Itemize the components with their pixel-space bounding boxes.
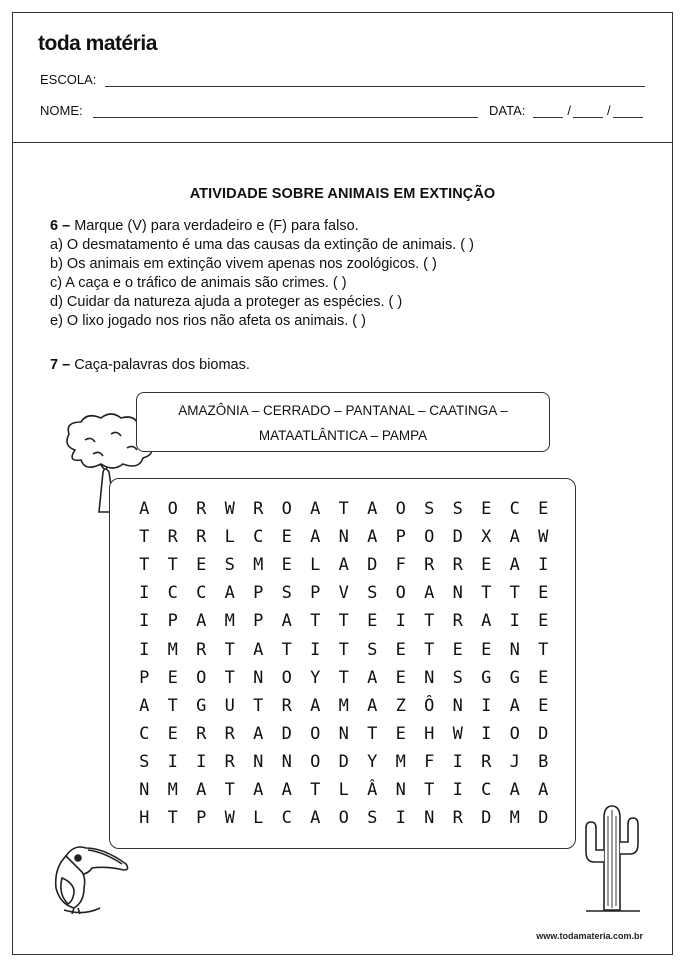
grid-cell[interactable]: T	[139, 555, 150, 576]
grid-cell[interactable]: R	[281, 695, 292, 716]
grid-cell[interactable]: E	[367, 611, 378, 632]
grid-cell[interactable]: E	[281, 527, 292, 548]
grid-cell[interactable]: N	[253, 667, 264, 688]
grid-cell[interactable]: I	[167, 751, 178, 772]
grid-cell[interactable]: N	[253, 751, 264, 772]
grid-cell[interactable]: G	[509, 667, 520, 688]
grid-cell[interactable]: W	[224, 499, 235, 520]
grid-cell[interactable]: E	[395, 667, 406, 688]
grid-row	[130, 720, 560, 748]
grid-cell[interactable]: R	[167, 527, 178, 548]
grid-cell[interactable]: X	[481, 527, 492, 548]
grid-cell[interactable]: P	[196, 808, 207, 829]
grid-cell[interactable]: M	[167, 639, 178, 660]
cactus-icon	[582, 798, 644, 916]
grid-cell[interactable]: D	[538, 808, 549, 829]
grid-cell[interactable]: N	[424, 808, 435, 829]
grid-cell[interactable]: F	[424, 751, 435, 772]
grid-cell[interactable]: I	[509, 611, 520, 632]
grid-cell[interactable]: O	[281, 667, 292, 688]
grid-cell[interactable]: Ô	[424, 695, 435, 716]
grid-cell[interactable]: E	[538, 667, 549, 688]
grid-cell[interactable]: S	[367, 639, 378, 660]
grid-cell[interactable]: S	[424, 499, 435, 520]
grid-cell[interactable]: I	[139, 611, 150, 632]
grid-cell[interactable]: B	[538, 751, 549, 772]
word-bank-line-1: AMAZÔNIA – CERRADO – PANTANAL – CAATINGA –	[178, 403, 508, 418]
grid-cell[interactable]: A	[509, 555, 520, 576]
name-field	[40, 103, 478, 118]
grid-cell[interactable]: N	[139, 779, 150, 800]
grid-cell[interactable]: O	[196, 667, 207, 688]
footer-url: www.todamateria.com.br	[536, 931, 643, 941]
grid-cell[interactable]: G	[196, 695, 207, 716]
grid-cell[interactable]: T	[310, 779, 321, 800]
grid-cell[interactable]: J	[509, 751, 520, 772]
grid-cell[interactable]: A	[509, 527, 520, 548]
grid-cell[interactable]: O	[167, 499, 178, 520]
grid-cell[interactable]: A	[424, 583, 435, 604]
name-input-line[interactable]	[93, 105, 478, 118]
grid-cell[interactable]: Â	[367, 779, 378, 800]
word-bank-line-2: MATAATLÂNTICA – PAMPA	[258, 428, 428, 443]
grid-cell[interactable]: R	[452, 808, 463, 829]
grid-cell[interactable]: I	[452, 751, 463, 772]
grid-cell[interactable]: I	[481, 723, 492, 744]
grid-cell[interactable]: C	[196, 583, 207, 604]
grid-cell[interactable]: O	[424, 527, 435, 548]
grid-cell[interactable]: C	[253, 527, 264, 548]
grid-cell[interactable]: N	[338, 527, 349, 548]
grid-cell[interactable]: W	[538, 527, 549, 548]
grid-cell[interactable]: A	[196, 779, 207, 800]
date-separator: /	[567, 103, 571, 118]
grid-cell[interactable]: E	[167, 667, 178, 688]
grid-cell[interactable]: M	[395, 751, 406, 772]
grid-cell[interactable]: E	[481, 555, 492, 576]
grid-cell[interactable]: A	[310, 695, 321, 716]
grid-cell[interactable]: O	[281, 499, 292, 520]
grid-cell[interactable]: I	[538, 555, 549, 576]
grid-cell[interactable]: I	[196, 751, 207, 772]
grid-cell[interactable]: H	[139, 808, 150, 829]
grid-cell[interactable]: R	[424, 555, 435, 576]
grid-row	[130, 523, 560, 551]
grid-cell[interactable]: L	[310, 555, 321, 576]
grid-cell[interactable]: T	[338, 667, 349, 688]
grid-cell[interactable]: T	[424, 611, 435, 632]
school-label: ESCOLA:	[40, 72, 97, 87]
question-6-item-e: e) O lixo jogado nos rios não afeta os animais. ( )	[50, 313, 366, 329]
grid-cell[interactable]: E	[538, 499, 549, 520]
grid-cell[interactable]: Y	[367, 751, 378, 772]
grid-cell[interactable]: O	[509, 723, 520, 744]
grid-cell[interactable]: I	[481, 695, 492, 716]
grid-cell[interactable]: S	[139, 751, 150, 772]
question-6-item-b: b) Os animais em extinção vivem apenas nos zoológicos. ( )	[50, 256, 437, 272]
grid-cell[interactable]: T	[367, 723, 378, 744]
grid-cell[interactable]: M	[224, 611, 235, 632]
grid-cell[interactable]: C	[167, 583, 178, 604]
grid-cell[interactable]: Z	[395, 695, 406, 716]
grid-cell[interactable]: T	[338, 639, 349, 660]
date-field	[489, 103, 643, 118]
grid-cell[interactable]: E	[395, 639, 406, 660]
page-title: ATIVIDADE SOBRE ANIMAIS EM EXTINÇÃO	[189, 186, 496, 202]
grid-cell[interactable]: T	[310, 611, 321, 632]
grid-cell[interactable]: D	[281, 723, 292, 744]
grid-cell[interactable]: A	[310, 808, 321, 829]
grid-cell[interactable]: S	[224, 555, 235, 576]
grid-cell[interactable]: U	[224, 695, 235, 716]
grid-cell[interactable]: T	[253, 695, 264, 716]
grid-cell[interactable]: I	[139, 583, 150, 604]
question-6-number: 6 –	[50, 218, 71, 234]
grid-cell[interactable]: E	[538, 695, 549, 716]
grid-cell[interactable]: D	[452, 527, 463, 548]
grid-cell[interactable]: E	[481, 639, 492, 660]
grid-cell[interactable]: P	[395, 527, 406, 548]
grid-cell[interactable]: A	[253, 639, 264, 660]
grid-cell[interactable]: A	[281, 611, 292, 632]
grid-cell[interactable]: A	[509, 695, 520, 716]
grid-cell[interactable]: R	[196, 499, 207, 520]
grid-cell[interactable]: E	[538, 583, 549, 604]
school-input-line[interactable]	[105, 74, 645, 87]
grid-cell[interactable]: A	[196, 611, 207, 632]
grid-row	[130, 579, 560, 607]
grid-cell[interactable]: O	[338, 808, 349, 829]
grid-cell[interactable]: T	[167, 808, 178, 829]
grid-row	[130, 607, 560, 635]
grid-cell[interactable]: D	[338, 751, 349, 772]
grid-cell[interactable]: A	[338, 555, 349, 576]
grid-cell[interactable]: S	[452, 667, 463, 688]
grid-cell[interactable]: F	[395, 555, 406, 576]
grid-cell[interactable]: T	[139, 527, 150, 548]
date-day-line[interactable]	[533, 105, 563, 118]
grid-cell[interactable]: H	[424, 723, 435, 744]
grid-cell[interactable]: R	[452, 555, 463, 576]
grid-cell[interactable]: T	[167, 555, 178, 576]
grid-row	[130, 776, 560, 804]
grid-cell[interactable]: M	[167, 779, 178, 800]
date-month-line[interactable]	[573, 105, 603, 118]
grid-cell[interactable]: R	[452, 611, 463, 632]
grid-cell[interactable]: D	[481, 808, 492, 829]
grid-cell[interactable]: M	[253, 555, 264, 576]
grid-cell[interactable]: O	[310, 751, 321, 772]
grid-cell[interactable]: T	[167, 695, 178, 716]
grid-cell[interactable]: T	[509, 583, 520, 604]
grid-cell[interactable]: A	[367, 499, 378, 520]
question-7	[50, 356, 250, 375]
grid-row	[130, 551, 560, 579]
header-divider	[12, 142, 673, 143]
grid-row	[130, 635, 560, 663]
grid-cell[interactable]: N	[452, 695, 463, 716]
grid-cell[interactable]: P	[253, 611, 264, 632]
grid-cell[interactable]: W	[452, 723, 463, 744]
grid-cell[interactable]: E	[281, 555, 292, 576]
grid-cell[interactable]: A	[310, 527, 321, 548]
grid-cell[interactable]: D	[367, 555, 378, 576]
question-6-prompt: Marque (V) para verdadeiro e (F) para falso.	[74, 218, 359, 234]
word-search-grid	[130, 495, 560, 832]
grid-cell[interactable]: T	[338, 611, 349, 632]
grid-cell[interactable]: O	[310, 723, 321, 744]
question-6	[50, 217, 474, 331]
grid-cell[interactable]: P	[139, 667, 150, 688]
grid-cell[interactable]: N	[281, 751, 292, 772]
grid-cell[interactable]: P	[253, 583, 264, 604]
grid-cell[interactable]: R	[196, 527, 207, 548]
grid-cell[interactable]: I	[139, 639, 150, 660]
grid-row	[130, 692, 560, 720]
grid-cell[interactable]: S	[281, 583, 292, 604]
grid-cell[interactable]: W	[224, 808, 235, 829]
grid-cell[interactable]: O	[395, 499, 406, 520]
grid-cell[interactable]: E	[481, 499, 492, 520]
grid-cell[interactable]: T	[338, 499, 349, 520]
grid-cell[interactable]: I	[395, 808, 406, 829]
grid-cell[interactable]: C	[481, 779, 492, 800]
grid-cell[interactable]: N	[338, 723, 349, 744]
grid-row	[130, 804, 560, 832]
grid-cell[interactable]: Y	[310, 667, 321, 688]
grid-cell[interactable]: N	[424, 667, 435, 688]
school-field	[40, 72, 645, 87]
grid-cell[interactable]: C	[509, 499, 520, 520]
question-6-item-c: c) A caça e o tráfico de animais são crimes. ( )	[50, 275, 347, 291]
grid-cell[interactable]: E	[395, 723, 406, 744]
logo: toda matéria	[38, 32, 157, 55]
grid-cell[interactable]: R	[224, 751, 235, 772]
grid-cell[interactable]: C	[139, 723, 150, 744]
name-label: NOME:	[40, 103, 83, 118]
grid-cell[interactable]: A	[139, 499, 150, 520]
grid-cell[interactable]: P	[167, 611, 178, 632]
grid-cell[interactable]: A	[224, 583, 235, 604]
grid-cell[interactable]: G	[481, 667, 492, 688]
grid-cell[interactable]: P	[310, 583, 321, 604]
grid-cell[interactable]: N	[452, 583, 463, 604]
date-label: DATA:	[489, 103, 526, 118]
grid-cell[interactable]: R	[224, 723, 235, 744]
grid-cell[interactable]: N	[509, 639, 520, 660]
grid-cell[interactable]: I	[452, 779, 463, 800]
grid-cell[interactable]: L	[224, 527, 235, 548]
grid-cell[interactable]: A	[509, 779, 520, 800]
grid-cell[interactable]: I	[395, 611, 406, 632]
grid-cell[interactable]: A	[481, 611, 492, 632]
toucan-icon	[44, 838, 134, 916]
question-6-item-d: d) Cuidar da natureza ajuda a proteger as espécies. ( )	[50, 294, 403, 310]
grid-cell[interactable]: I	[310, 639, 321, 660]
grid-cell[interactable]: A	[538, 779, 549, 800]
grid-cell[interactable]: L	[253, 808, 264, 829]
question-7-number: 7 –	[50, 357, 71, 373]
grid-cell[interactable]: S	[367, 583, 378, 604]
word-bank	[136, 392, 550, 452]
grid-cell[interactable]: A	[253, 779, 264, 800]
grid-cell[interactable]: T	[424, 639, 435, 660]
grid-cell[interactable]: A	[367, 667, 378, 688]
date-separator: /	[606, 103, 611, 118]
grid-cell[interactable]: A	[310, 499, 321, 520]
grid-cell[interactable]: A	[253, 723, 264, 744]
grid-cell[interactable]: E	[538, 611, 549, 632]
grid-cell[interactable]: T	[224, 667, 235, 688]
grid-cell[interactable]: T	[538, 639, 549, 660]
question-6-item-a: a) O desmatamento é uma das causas da extinção de animais. ( )	[50, 237, 474, 253]
grid-cell[interactable]: A	[367, 695, 378, 716]
grid-cell[interactable]: O	[395, 583, 406, 604]
grid-cell[interactable]: L	[338, 779, 349, 800]
grid-cell[interactable]: T	[281, 639, 292, 660]
grid-cell[interactable]: T	[424, 779, 435, 800]
grid-cell[interactable]: R	[481, 751, 492, 772]
grid-cell[interactable]: R	[253, 499, 264, 520]
grid-cell[interactable]: E	[196, 555, 207, 576]
grid-cell[interactable]: M	[509, 808, 520, 829]
grid-cell[interactable]: R	[196, 723, 207, 744]
grid-cell[interactable]: R	[196, 639, 207, 660]
grid-cell[interactable]: A	[281, 779, 292, 800]
grid-cell[interactable]: N	[395, 779, 406, 800]
grid-row	[130, 664, 560, 692]
grid-row	[130, 748, 560, 776]
grid-cell[interactable]: S	[367, 808, 378, 829]
question-7-prompt: Caça-palavras dos biomas.	[74, 357, 250, 373]
grid-cell[interactable]: D	[538, 723, 549, 744]
grid-cell[interactable]: V	[338, 583, 349, 604]
grid-cell[interactable]: T	[481, 583, 492, 604]
grid-cell[interactable]: T	[224, 779, 235, 800]
grid-cell[interactable]: A	[139, 695, 150, 716]
grid-cell[interactable]: T	[224, 639, 235, 660]
grid-row	[130, 495, 560, 523]
grid-cell[interactable]: E	[167, 723, 178, 744]
grid-cell[interactable]: E	[452, 639, 463, 660]
grid-cell[interactable]: S	[452, 499, 463, 520]
grid-cell[interactable]: M	[338, 695, 349, 716]
grid-cell[interactable]: A	[367, 527, 378, 548]
date-year-line[interactable]	[613, 105, 643, 118]
grid-cell[interactable]: C	[281, 808, 292, 829]
